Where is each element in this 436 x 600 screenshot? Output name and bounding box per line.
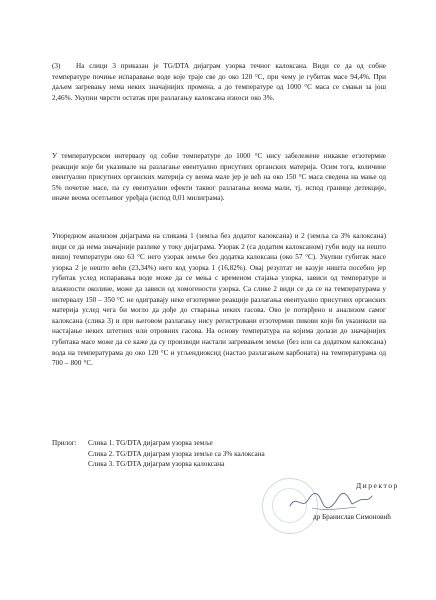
paragraph-temperature-interval: У температурском интервалу од собне температуре до 1000 °C нису забележене никакве егзотермне реакције које би указивале на разлагање евентуално присутних органских материја. Осим тога, количине евентуално присутних органских материја су веома мале јер је већ на око 150 °C маса сведена на мање од 5% почетне масе, па су евентуални ефекти таквог разлагања веома мали, тј. испод границе детекције, иначе веома осетљивог уређаја (испод 0,01 милиграма). [52, 152, 386, 203]
paragraph-number: (3) [52, 62, 61, 70]
handwritten-signature [286, 486, 376, 516]
attachments-list [52, 438, 265, 470]
paragraph-text: На слици 3 приказан је TG/DTA дијаграм узорка течног калоксана. Види се да од собне температуре почиње испаравање воде које траје све до око 120 °C, при чему је губитак масе 94,4%. При даљем загревању нема неких значајнијих промена, а до температуре од 1000 °C маса се смањи за још 2,46%. Укупни чврсти остатак при разлагању калоксана износи око 3%. [52, 62, 386, 102]
attachment-item: Слика 3. TG/DTA дијаграм узорка калоксана [88, 460, 225, 469]
director-name: др Бранислав Симоновић [313, 513, 391, 521]
paragraph-figure-3 [52, 61, 386, 103]
paragraph-comparative-analysis: Упоредном анализом дијаграма на сликама 1 (земља без додатог калоксана) и 2 (земља са 3% калоксана) види се да нема значајније разлике у току дијаграма. Узорак 2 (са додатим калоксаном) губи воду на нешто вишој температури око 63 °C него узорак земље без додатка калоксана (око 57 °C). Укупни губитак масе узорка 2 је нешто већи (23,34%) него код узорка 1 (16,82%). Овај резултат не казује ништа посебно јер губитак услед испаравања воде може да се мења с временом стајања узорка, зависи од температуре и влажности околине, може да зависи од хомогености узорка. Са слике 2 види се да се на температурама у интервалу 150 – 350 °C не одигравају неке егзотермне реакције разлагања евентуално присутних органских материја услед чега би могло да дође до стварања неких гасова. Ово је потврђено и анализом самог калоксана (слика 3) и при његовом разлагању нису регистровани егзотермни пикови који би указивали на настајање неких штетних или отровних гасова. На основу температура на којима долази до значајнијих губитака масе може да се каже да су производи настали загревањем земље (без или са додатком калоксана) вода на температурама до око 120 °C и угљендиоксид (настао разлагањем карбоната) на температурама од 700 – 800 °C. [52, 232, 387, 368]
attachments-label: Прилог: [52, 439, 77, 447]
director-title: Директор [356, 481, 399, 490]
attachment-item: Прилог: Слика 1. TG/DTA дијаграм узорка земље [52, 439, 213, 447]
attachment-item: Слика 2. TG/DTA дијаграм узорка земље са 3% калоксана [88, 449, 265, 458]
